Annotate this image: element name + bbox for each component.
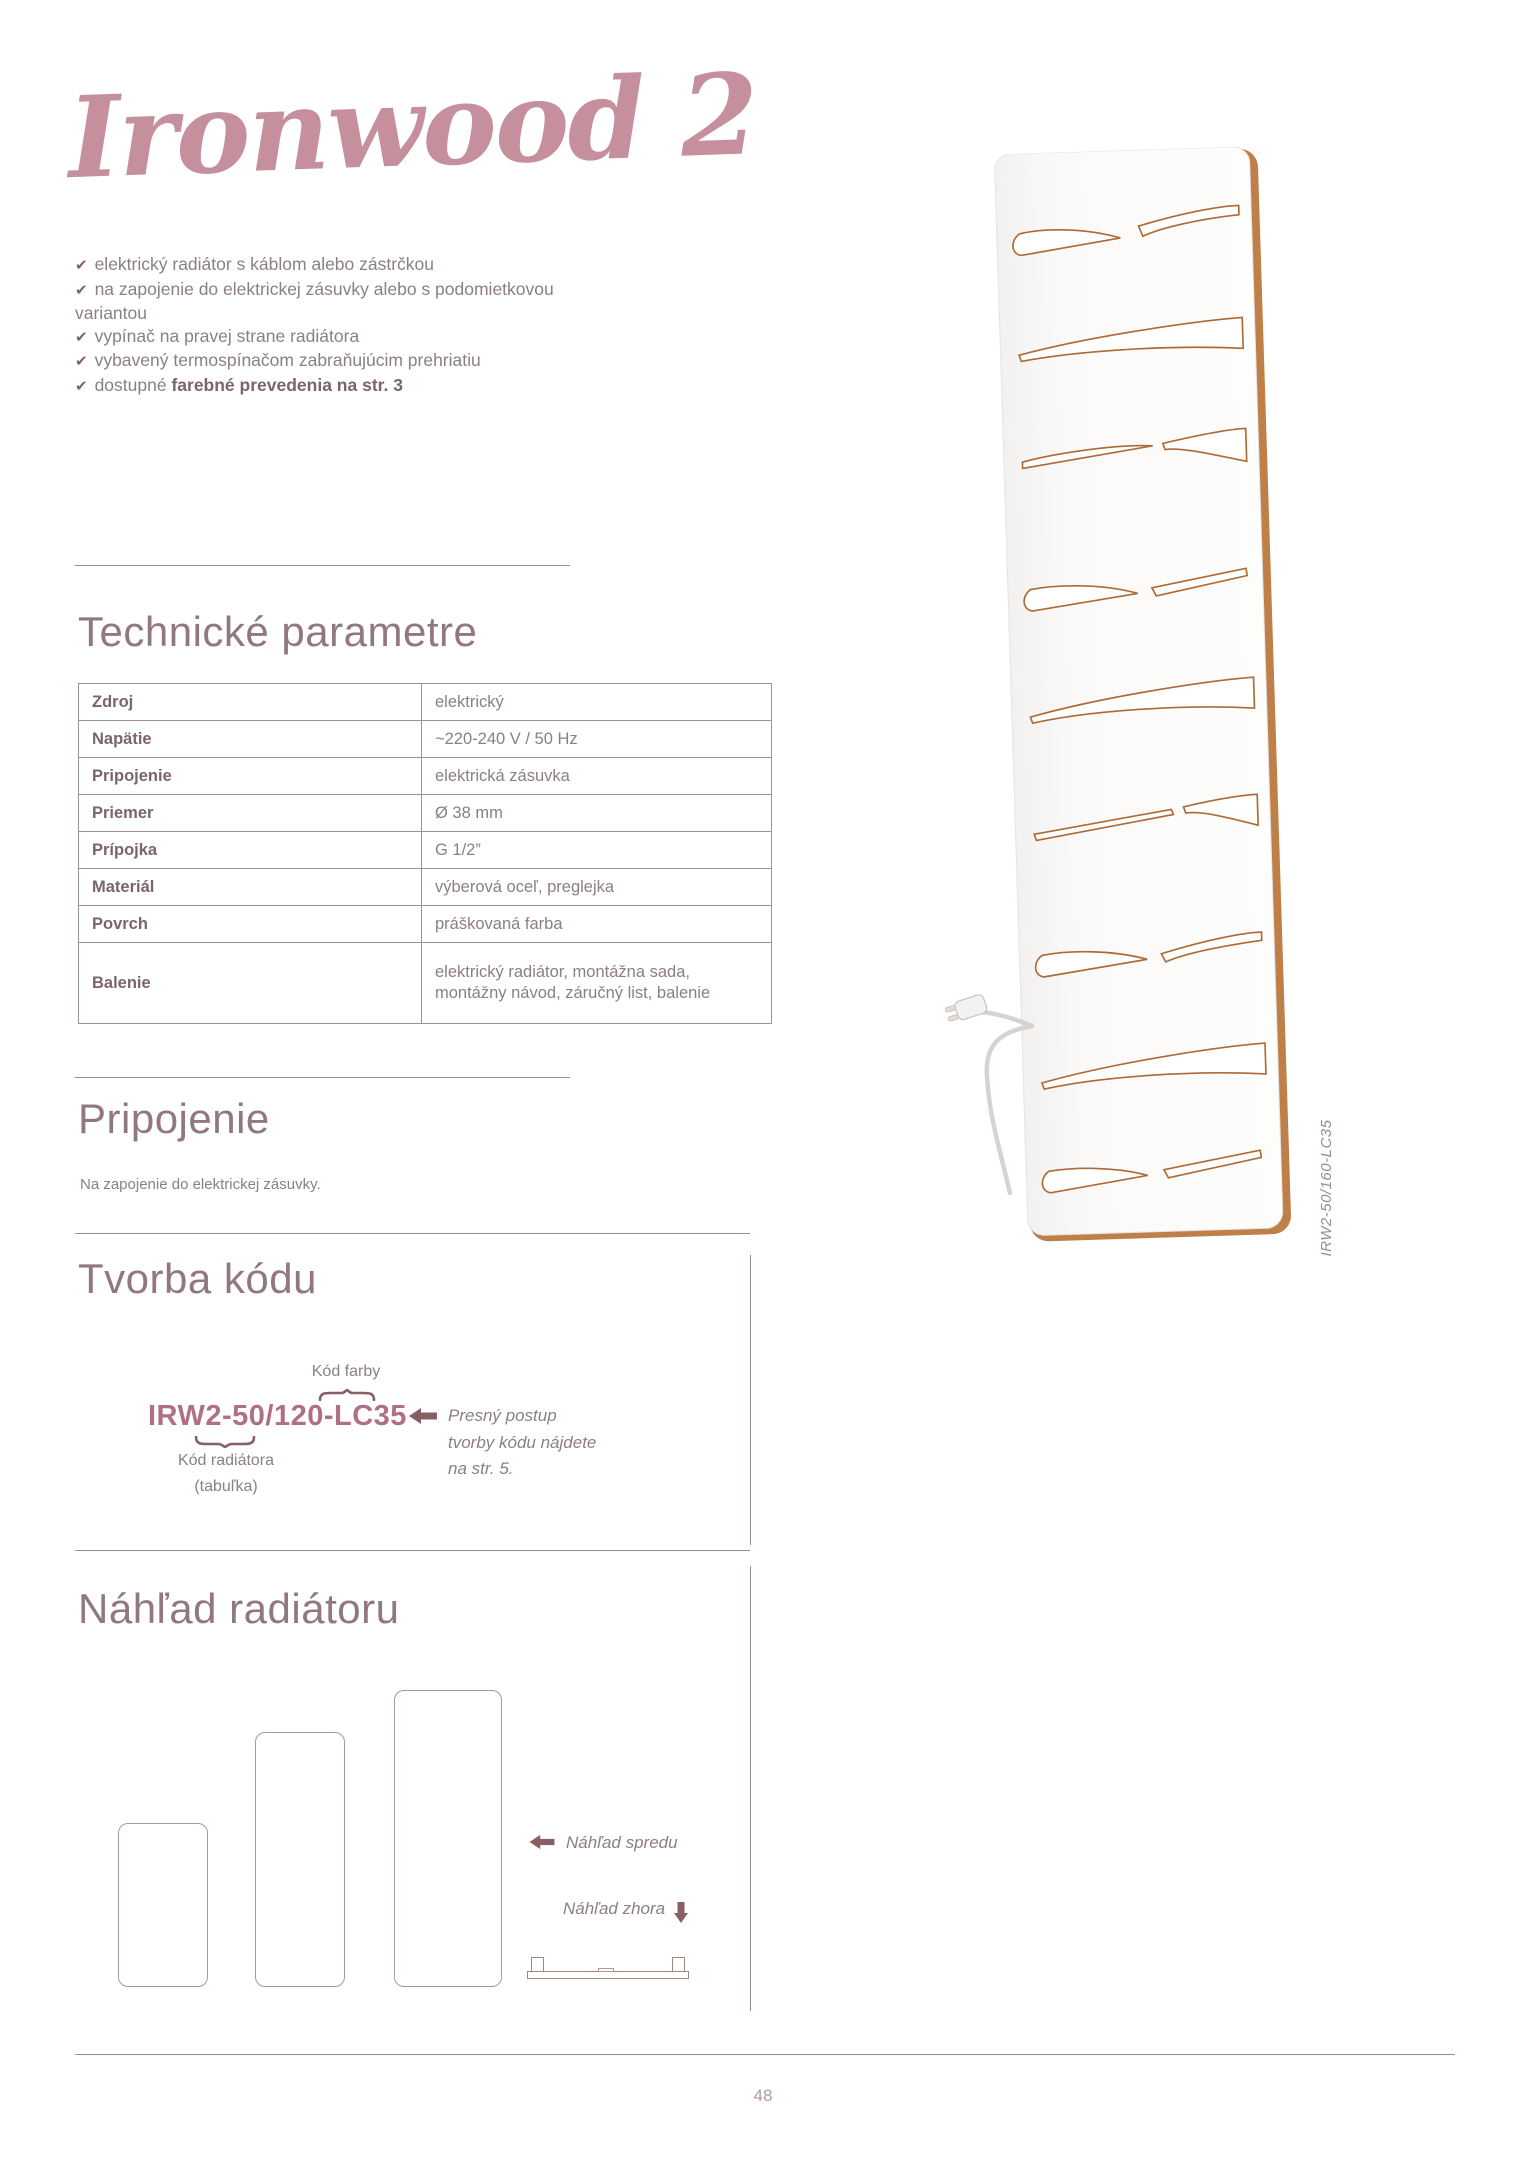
code-note: Presný postup tvorby kódu nájdete na str. 5.	[448, 1406, 597, 1478]
photo-code-label: IRW2-50/160-LC35	[1318, 1119, 1335, 1257]
table-row: Povrch práškovaná farba	[79, 905, 771, 942]
top-view-bracket	[531, 1957, 544, 1972]
list-item: ✔ vypínač na pravej strane radiátora	[75, 325, 360, 346]
connection-heading: Pripojenie	[78, 1095, 270, 1142]
table-row: Balenie elektrický radiátor, montážna sada, montážny návod, záručný list, balenie	[79, 942, 771, 1023]
top-view-bar	[527, 1971, 689, 1979]
power-plug-icon	[944, 994, 988, 1024]
divider	[75, 1077, 570, 1078]
table-row: Zdroj elektrický	[79, 684, 771, 720]
check-icon: ✔	[75, 328, 88, 346]
top-view-label: Náhľad zhora	[563, 1899, 666, 1918]
list-item: ✔ na zapojenie do elektrickej zásuvky alebo s podomietkovou variantou	[75, 278, 554, 323]
page-title: Ironwood 2	[65, 49, 759, 205]
page-number: 48	[753, 2086, 773, 2105]
check-icon: ✔	[75, 281, 88, 299]
down-arrow-icon	[673, 1901, 689, 1924]
table-row: Napätie ~220-240 V / 50 Hz	[79, 720, 771, 757]
radiator-outline-large	[394, 1690, 502, 1987]
color-code-label: Kód farby	[311, 1363, 381, 1380]
brace-bottom-icon	[194, 1436, 256, 1449]
connection-subtitle: Na zapojenie do elektrickej zásuvky.	[80, 1176, 321, 1193]
left-arrow-icon	[528, 1834, 556, 1850]
left-arrow-icon	[408, 1407, 438, 1425]
feature-list	[75, 253, 583, 398]
front-view-label: Náhľad spredu	[566, 1833, 678, 1852]
divider	[75, 565, 570, 566]
divider	[75, 1550, 750, 1551]
check-icon: ✔	[75, 353, 88, 370]
radiator-outline-small	[118, 1823, 208, 1987]
section-vertical-rule	[750, 1255, 751, 1545]
top-view-bracket	[672, 1957, 685, 1972]
preview-heading: Náhľad radiátoru	[78, 1585, 400, 1632]
list-item: ✔ vybavený termospínačom zabraňujúcim prehriatiu	[75, 350, 481, 370]
list-item: ✔ dostupné farebné prevedenia na str. 3	[75, 374, 403, 395]
code-builder-heading: Tvorba kódu	[78, 1255, 317, 1302]
radiator-code-label-2: (tabuľka)	[194, 1478, 258, 1495]
radiator-outline-medium	[255, 1732, 345, 1987]
divider	[75, 1233, 750, 1234]
check-icon: ✔	[75, 377, 88, 395]
table-row: Materiál výberová oceľ, preglejka	[79, 868, 771, 905]
tech-params-heading: Technické parametre	[78, 608, 478, 655]
radiator-code-label: Kód radiátora	[177, 1452, 275, 1469]
section-vertical-rule	[750, 1566, 751, 2011]
table-row: Prípojka G 1/2”	[79, 831, 771, 868]
product-code: IRW2-50/120-LC35	[148, 1400, 407, 1432]
tech-params-table	[78, 683, 772, 1024]
top-view-notch	[598, 1968, 614, 1972]
check-icon: ✔	[75, 257, 88, 274]
table-row: Priemer Ø 38 mm	[79, 794, 771, 831]
table-row: Pripojenie elektrická zásuvka	[79, 757, 771, 794]
power-cable	[930, 950, 1060, 1210]
list-item: ✔ elektrický radiátor s káblom alebo zástrčkou	[75, 254, 435, 274]
divider	[75, 2054, 1455, 2055]
